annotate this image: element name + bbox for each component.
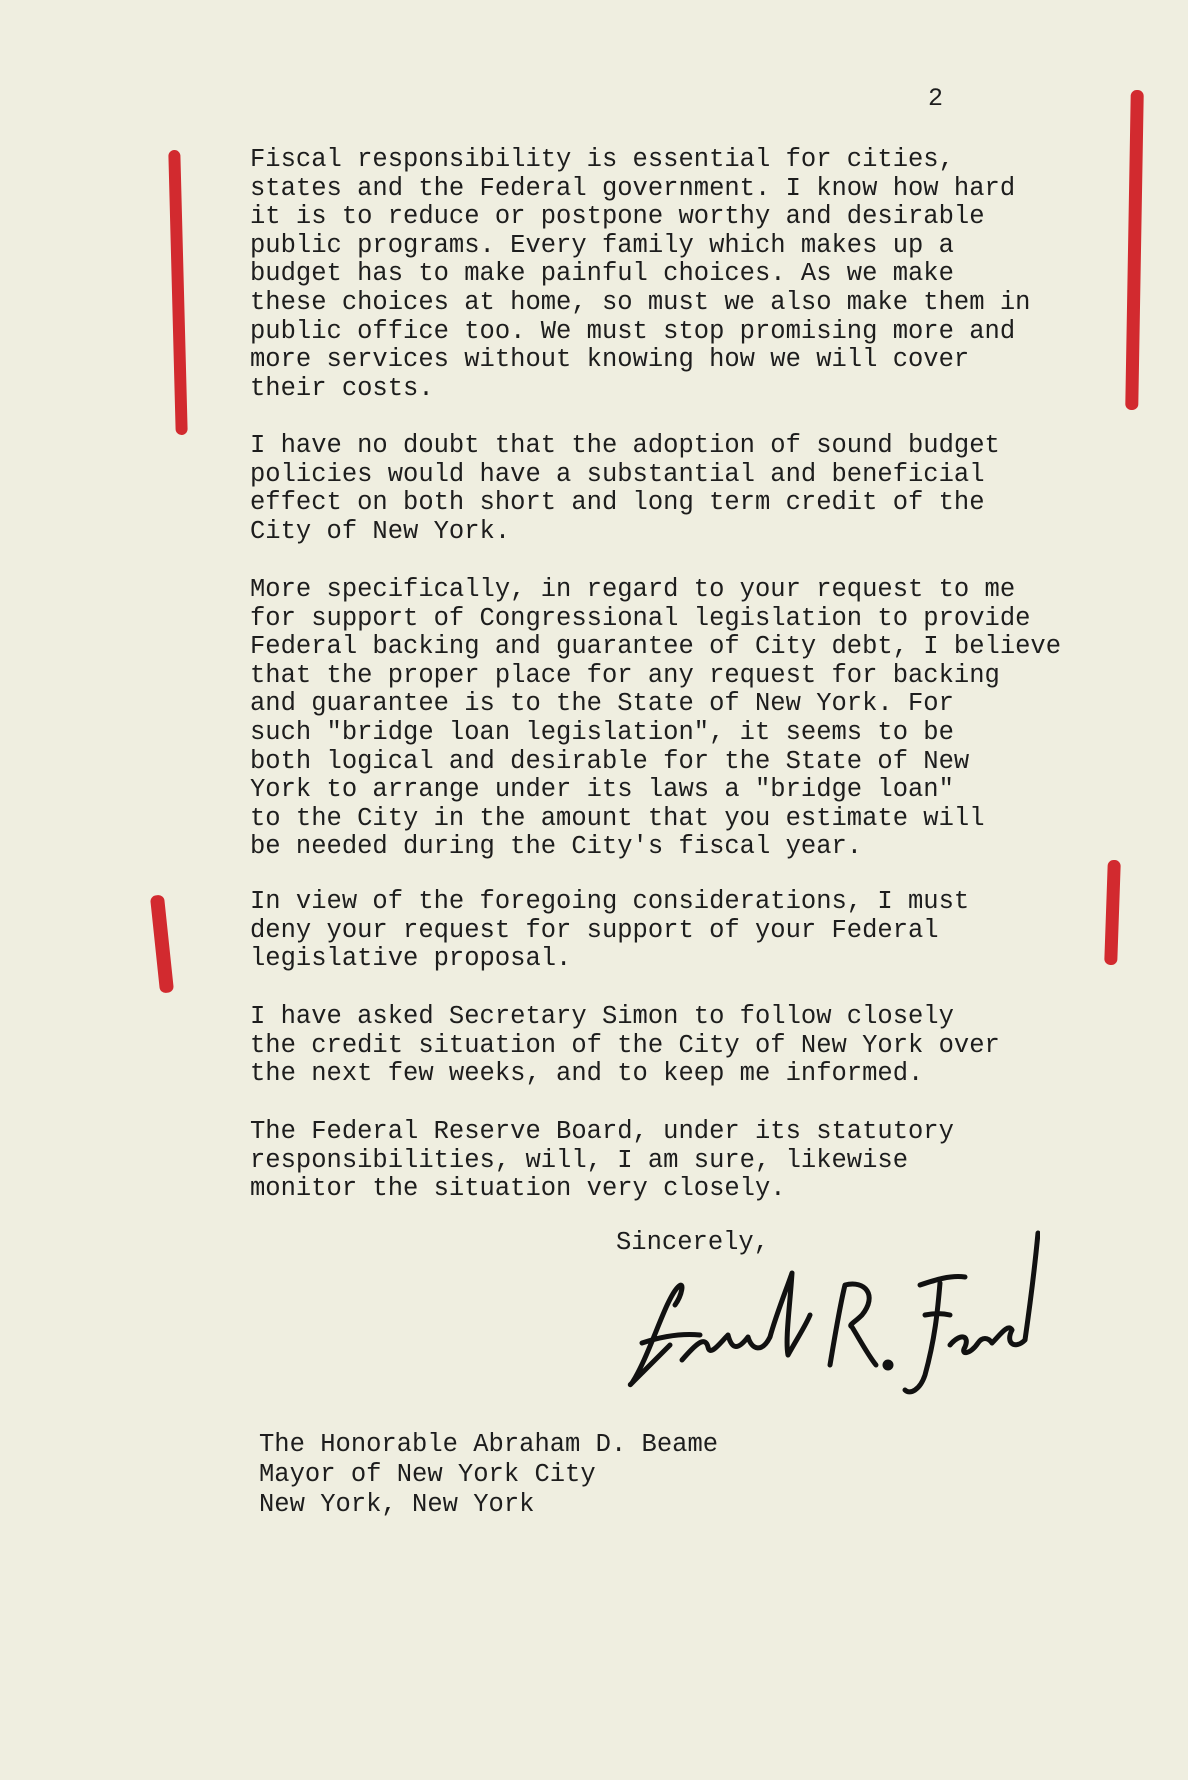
text-line: to the City in the amount that you estimate will: [250, 803, 985, 833]
paragraph-secretary-simon: [250, 1003, 1150, 1089]
address-line: New York, New York: [259, 1490, 535, 1519]
text-line: more services without knowing how we will cover: [250, 345, 970, 375]
text-line: Federal backing and guarantee of City debt, I believe: [250, 632, 1062, 662]
text-line: legislative proposal.: [250, 944, 572, 974]
text-line: states and the Federal government. I know how hard: [250, 173, 1016, 203]
red-margin-mark-left-bottom: [150, 895, 174, 994]
paragraph-sound-budget: [250, 432, 1150, 546]
text-line: The Federal Reserve Board, under its statutory: [250, 1117, 954, 1146]
text-line: Fiscal responsibility is essential for cities,: [250, 145, 954, 174]
signature: [620, 1225, 1040, 1400]
text-line: More specifically, in regard to your request to me: [250, 575, 1016, 604]
text-line: and guarantee is to the State of New York. For: [250, 689, 954, 719]
address-line: Mayor of New York City: [259, 1460, 596, 1489]
page-number: 2: [928, 84, 944, 113]
text-line: public programs. Every family which makes up a: [250, 230, 954, 260]
text-line: policies would have a substantial and beneficial: [250, 459, 985, 489]
text-line: In view of the foregoing considerations, I must: [250, 887, 970, 916]
paragraph-bridge-loan: [250, 576, 1150, 862]
text-line: public office too. We must stop promising more and: [250, 316, 1016, 346]
paragraph-deny-request: [250, 888, 1150, 974]
red-margin-mark-left-top: [168, 150, 187, 435]
text-line: budget has to make painful choices. As we make: [250, 259, 954, 289]
text-line: City of New York.: [250, 516, 511, 546]
closing-salutation: Sincerely,: [616, 1228, 770, 1257]
text-line: effect on both short and long term credit of the: [250, 488, 985, 518]
text-line: responsibilities, will, I am sure, likewise: [250, 1145, 909, 1175]
paragraph-fiscal-responsibility: [250, 146, 1150, 403]
text-line: I have no doubt that the adoption of sound budget: [250, 431, 1000, 460]
text-line: deny your request for support of your Federal: [250, 915, 939, 945]
text-line: the credit situation of the City of New York over: [250, 1030, 1000, 1060]
text-line: both logical and desirable for the State of New: [250, 746, 970, 776]
text-line: the next few weeks, and to keep me informed.: [250, 1059, 924, 1089]
text-line: I have asked Secretary Simon to follow closely: [250, 1002, 954, 1031]
text-line: that the proper place for any request for backing: [250, 660, 1000, 690]
text-line: York to arrange under its laws a "bridge loan": [250, 775, 954, 805]
address-line: The Honorable Abraham D. Beame: [259, 1430, 719, 1459]
text-line: for support of Congressional legislation to provide: [250, 603, 1031, 633]
text-line: monitor the situation very closely.: [250, 1174, 786, 1204]
text-line: be needed during the City's fiscal year.: [250, 832, 863, 862]
text-line: these choices at home, so must we also make them in: [250, 287, 1031, 317]
recipient-address: [259, 1430, 718, 1520]
paragraph-federal-reserve: [250, 1118, 1150, 1204]
text-line: such "bridge loan legislation", it seems to be: [250, 717, 954, 747]
text-line: their costs.: [250, 373, 434, 403]
text-line: it is to reduce or postpone worthy and desirable: [250, 202, 985, 232]
